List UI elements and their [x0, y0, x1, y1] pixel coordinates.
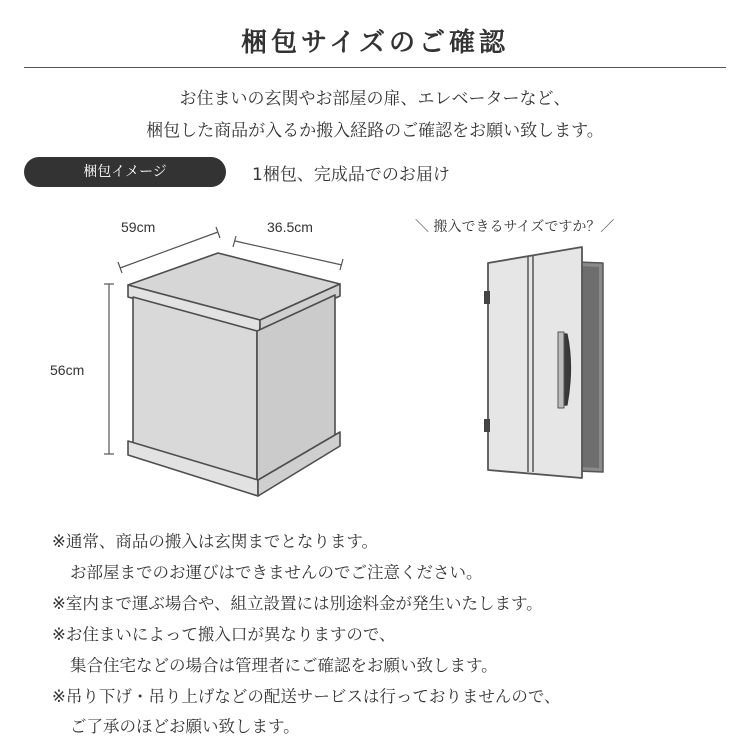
intro-line-1: お住まいの玄関やお部屋の扉、エレベーターなど、 [179, 89, 571, 109]
page-title: 梱包サイズのご確認 [241, 28, 509, 58]
door-caption: ＼ 搬入できるサイズですか？／ [415, 219, 615, 235]
depth-label: 36.5cm [267, 219, 313, 235]
note-1-continued: お部屋までのお運びはできませんのでご注意ください。 [70, 563, 483, 582]
package-box-icon [128, 253, 340, 496]
note-1: ※通常、商品の搬入は玄関までとなります。 [52, 532, 379, 551]
height-label: 56cm [50, 362, 85, 378]
intro-line-2: 梱包した商品が入るか搬入経路のご確認をお願い致します。 [146, 121, 604, 141]
note-4: ※吊り下げ・吊り上げなどの配送サービスは行っておりませんので、 [52, 687, 561, 706]
note-3: ※お住まいによって搬入口が異なりますので、 [52, 625, 396, 644]
door-icon [484, 247, 603, 478]
package-description: 1梱包、完成品でのお届け [252, 165, 450, 185]
note-4-continued: ご了承のほどお願い致します。 [70, 717, 300, 736]
width-label: 59cm [121, 219, 156, 235]
note-3-continued: 集合住宅などの場合は管理者にご確認をお願い致します。 [70, 656, 498, 675]
note-2: ※室内まで運ぶ場合や、組立設置には別途料金が発生いたします。 [52, 594, 543, 613]
package-image-badge: 梱包イメージ [24, 157, 226, 187]
